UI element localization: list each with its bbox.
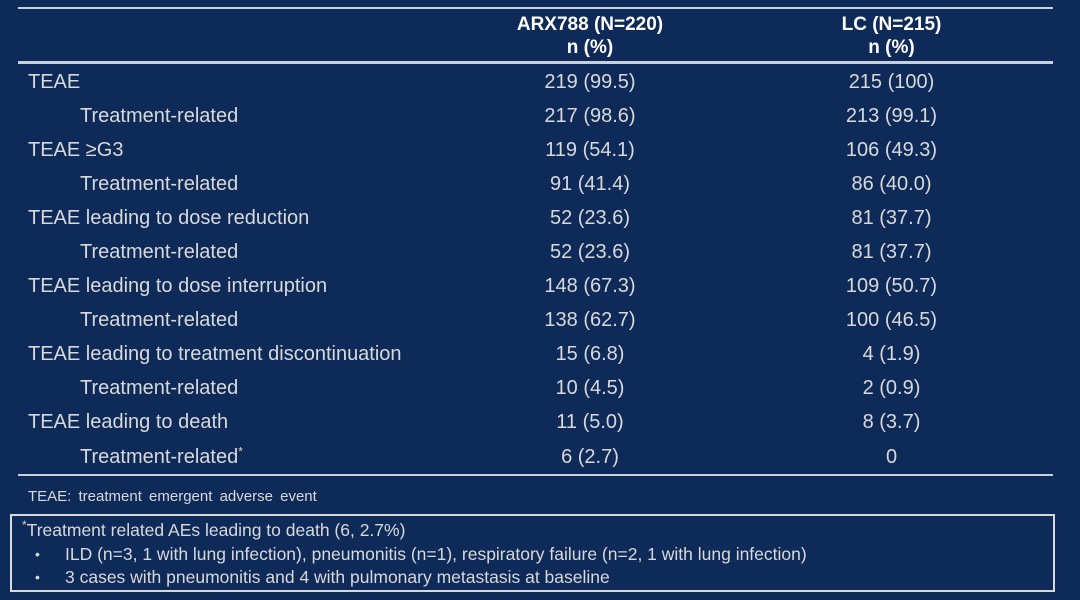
callout-bullet-item	[22, 543, 1043, 567]
lc-value-cell: 81 (37.7)	[851, 206, 932, 229]
table-row	[18, 304, 1053, 338]
table-row	[18, 372, 1053, 406]
row-label	[18, 207, 450, 230]
row-label	[18, 377, 450, 400]
table-row	[18, 99, 1053, 133]
arx788-value-cell: 91 (41.4)	[549, 172, 631, 195]
table-row	[18, 201, 1053, 235]
bullet-dot-icon: •	[35, 545, 40, 562]
header-divider-rule	[18, 61, 1053, 64]
deaths-callout-box	[10, 514, 1055, 592]
row-label-text: TEAE ≥G3	[28, 138, 124, 161]
arx788-value-cell: 217 (98.6)	[544, 104, 636, 127]
row-label-text: Treatment-related	[80, 172, 239, 195]
lc-value-cell: 86 (40.0)	[851, 172, 932, 195]
bullet-text: 3 cases with pneumonitis and 4 with pulmonary metastasis at baseline	[65, 567, 610, 587]
lc-value-cell: 0	[885, 445, 898, 468]
row-label-text: Treatment-related	[80, 104, 239, 127]
arx788-value-cell: 6 (2.7)	[561, 445, 619, 468]
row-label	[18, 139, 450, 162]
row-label	[18, 71, 450, 94]
row-label-text: TEAE leading to treatment discontinuation	[28, 343, 402, 366]
callout-bullet-list	[22, 543, 1043, 590]
bullet-text: ILD (n=3, 1 with lung infection), pneumonitis (n=1), respiratory failure (n=2, 1 with lung infection)	[65, 543, 807, 564]
row-label	[18, 105, 450, 128]
arx788-column-subtitle: n (%)	[566, 37, 614, 58]
header-label-spacer	[18, 13, 450, 59]
row-label-text: TEAE leading to death	[28, 411, 229, 434]
callout-title-text: Treatment related AEs leading to death (6, 2.7%)	[26, 520, 406, 540]
lc-value-cell: 8 (3.7)	[862, 411, 921, 434]
row-label-text: Treatment-related	[80, 241, 239, 264]
row-label	[18, 443, 450, 469]
arx788-column-title: ARX788 (N=220)	[516, 14, 664, 35]
lc-value-cell: 215 (100)	[848, 70, 935, 93]
abbreviation-note: TEAE: treatment emergent adverse event	[28, 488, 317, 505]
table-body	[18, 65, 1053, 474]
table-row	[18, 406, 1053, 440]
lc-value-cell: 213 (99.1)	[845, 104, 938, 127]
table-row	[18, 167, 1053, 201]
row-label	[18, 343, 450, 366]
arx788-value-cell: 11 (5.0)	[556, 411, 624, 434]
callout-asterisk-marker: *	[22, 518, 27, 533]
header-column-arx788	[450, 13, 730, 59]
arx788-value-cell: 119 (54.1)	[545, 138, 635, 161]
table-row	[18, 133, 1053, 167]
lc-value-cell: 4 (1.9)	[862, 343, 921, 366]
header-column-lc	[730, 13, 1053, 59]
arx788-value-cell: 52 (23.6)	[549, 206, 631, 229]
row-label-text: TEAE leading to dose reduction	[28, 206, 310, 229]
callout-bullet-item	[22, 566, 1043, 590]
row-label	[18, 173, 450, 196]
table-header-row	[18, 13, 1053, 59]
row-label	[18, 411, 450, 434]
arx788-value-cell: 148 (67.3)	[544, 275, 636, 298]
table-top-rule	[18, 7, 1053, 9]
arx788-value-cell: 10 (4.5)	[555, 377, 625, 400]
table-row	[18, 338, 1053, 372]
lc-value-cell: 2 (0.9)	[862, 377, 921, 400]
row-label-text: TEAE leading to dose interruption	[28, 275, 328, 298]
table-row	[18, 270, 1053, 304]
row-label	[18, 275, 450, 298]
row-label	[18, 309, 450, 332]
arx788-value-cell: 52 (23.6)	[549, 241, 631, 264]
lc-column-title: LC (N=215)	[841, 14, 942, 35]
row-superscript-marker: *	[238, 443, 243, 458]
arx788-value-cell: 219 (99.5)	[544, 70, 636, 93]
row-label-text: Treatment-related	[80, 377, 239, 400]
callout-title	[22, 519, 1043, 543]
lc-value-cell: 106 (49.3)	[845, 138, 938, 161]
table-bottom-rule	[18, 474, 1053, 476]
lc-value-cell: 81 (37.7)	[851, 241, 932, 264]
table-row	[18, 440, 1053, 474]
arx788-value-cell: 15 (6.8)	[555, 343, 625, 366]
bullet-dot-icon: •	[35, 569, 40, 585]
row-label-text: TEAE	[28, 70, 81, 93]
lc-column-subtitle: n (%)	[868, 37, 915, 58]
arx788-value-cell: 138 (62.7)	[544, 309, 636, 332]
lc-value-cell: 100 (46.5)	[845, 309, 938, 332]
table-row	[18, 235, 1053, 269]
row-label	[18, 241, 450, 264]
lc-value-cell: 109 (50.7)	[845, 275, 938, 298]
row-label-text: Treatment-related	[80, 445, 239, 468]
row-label-text: Treatment-related	[80, 309, 239, 332]
table-row	[18, 65, 1053, 99]
